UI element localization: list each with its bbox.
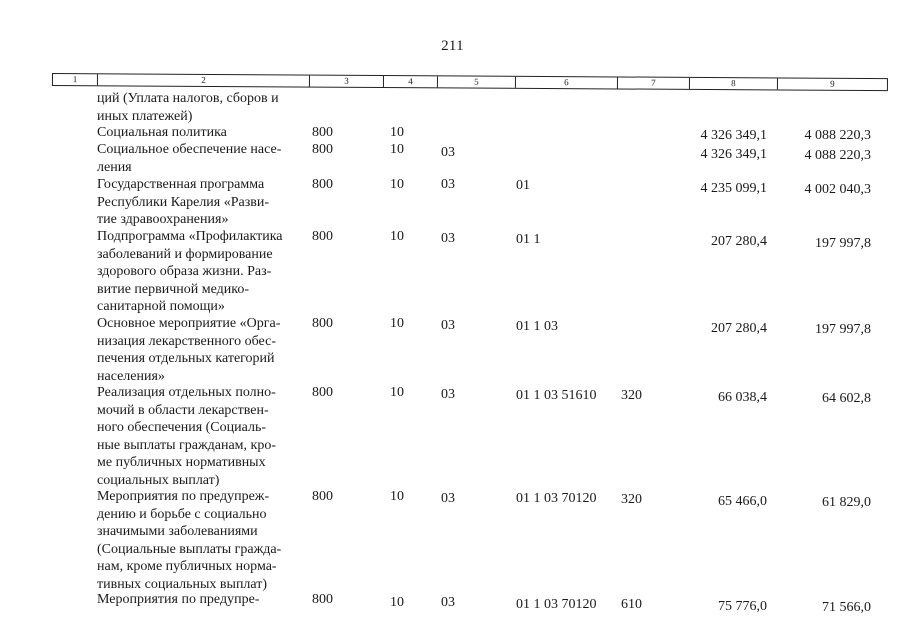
row-col-6: 01 [516,178,530,193]
row-col-3: 800 [312,316,333,331]
row-col-4: 10 [390,125,404,140]
row-col-9: 71 566,0 [822,600,871,615]
header-col-4: 4 [383,76,437,87]
row-name: Реализация отдельных полно- мочий в области лекарствен- ного обеспечения (Социаль- ные выплаты гражданам, кро- ме публичных нормативных социальных выплат) [97,385,276,488]
row-name: Государственная программа Республики Карелия «Разви- тие здравоохранения» [97,177,270,227]
row-name: Мероприятия по предупре- [97,592,260,607]
row-col-3: 800 [312,125,333,140]
row-col-7: 320 [621,492,642,507]
header-col-2: 2 [97,74,309,86]
row-col-4: 10 [390,316,404,331]
row-col-9: 197 997,8 [815,236,871,251]
header-col-1: 1 [72,74,78,85]
row-col-8: 207 280,4 [711,234,767,249]
row-col-9: 197 997,8 [815,322,871,337]
row-col-5: 03 [441,595,455,610]
row-col-4: 10 [390,489,404,504]
row-col-9: 4 088 220,3 [804,148,871,163]
header-col-5: 5 [437,76,515,87]
row-col-5: 03 [441,387,455,402]
row-col-5: 03 [441,491,455,506]
row-col-3: 800 [312,592,333,607]
row-col-5: 03 [441,177,455,192]
header-col-3: 3 [309,76,383,87]
header-col-7: 7 [617,77,689,88]
row-col-3: 800 [312,489,333,504]
row-col-9: 4 088 220,3 [804,128,871,143]
row-col-7: 320 [621,388,642,403]
row-col-9: 61 829,0 [822,495,871,510]
row-col-4: 10 [390,385,404,400]
row-col-6: 01 1 03 70120 [516,491,597,506]
row-name: Мероприятия по предупреж- дению и борьбе с социально значимыми заболеваниями (Социальные выплаты гражда- нам, кроме публичных норма- тивных социальных выплат) [97,489,282,592]
row-name: ций (Уплата налогов, сборов и иных платежей) [97,91,279,124]
row-col-8: 207 280,4 [711,321,767,336]
row-col-6: 01 1 03 70120 [516,597,597,612]
header-col-6: 6 [515,77,617,89]
row-name: Социальное обеспечение насе- ления [97,142,282,175]
row-col-4: 10 [390,142,404,157]
row-name: Основное мероприятие «Орга- низация лекарственного обес- печения отдельных категорий населения» [97,316,281,384]
row-col-7: 610 [621,597,642,612]
row-col-3: 800 [312,177,333,192]
row-col-9: 4 002 040,3 [804,182,871,197]
row-col-8: 4 326 349,1 [700,147,767,162]
row-col-8: 65 466,0 [718,494,767,509]
row-col-5: 03 [441,145,455,160]
row-col-4: 10 [390,229,404,244]
row-col-6: 01 1 03 51610 [516,388,597,403]
row-col-8: 75 776,0 [718,599,767,614]
row-col-3: 800 [312,385,333,400]
header-col-9: 9 [777,78,887,90]
row-col-6: 01 1 03 [516,319,558,334]
header-col-8: 8 [689,78,777,90]
row-col-3: 800 [312,229,333,244]
row-col-9: 64 602,8 [822,391,871,406]
row-col-3: 800 [312,142,333,157]
row-col-4: 10 [390,595,404,610]
row-col-4: 10 [390,177,404,192]
page-number: 211 [441,38,464,54]
row-col-8: 66 038,4 [718,390,767,405]
row-col-8: 4 235 099,1 [700,181,767,196]
row-col-6: 01 1 [516,232,541,247]
row-col-5: 03 [441,318,455,333]
row-col-5: 03 [441,231,455,246]
row-name: Подпрограмма «Профилактика заболеваний и формирование здорового образа жизни. Раз- витие первичной медико- санитарной помощи» [97,229,283,314]
row-col-8: 4 326 349,1 [700,128,767,143]
row-name: Социальная политика [97,125,227,140]
